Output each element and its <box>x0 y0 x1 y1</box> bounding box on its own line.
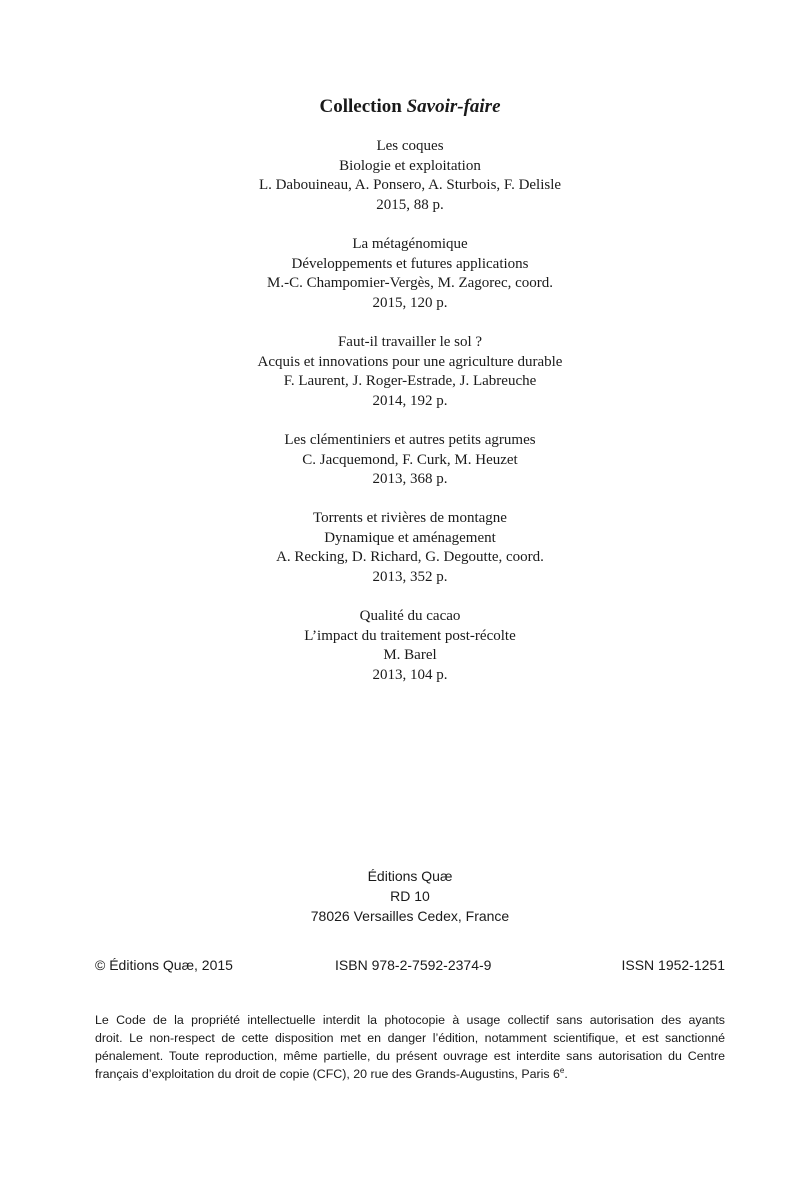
publisher-name: Éditions Quæ <box>367 868 453 884</box>
book-year-pages: 2013, 104 p. <box>372 667 448 684</box>
book-subtitle: Dynamique et aménagement <box>324 529 496 546</box>
book-authors: F. Laurent, J. Roger-Estrade, J. Labreuche <box>283 373 537 390</box>
book-subtitle: L’impact du traitement post-récolte <box>304 627 516 644</box>
book-year-pages: 2013, 368 p. <box>372 471 448 488</box>
book-entry <box>0 509 800 587</box>
issn-number: ISSN 1952-1251 <box>621 957 725 973</box>
book-list <box>0 137 800 705</box>
notice-line: droit. Le non-respect de cette disposition met en danger l’édition, notamment scientifique, et est sanctionné <box>95 1031 725 1045</box>
book-year-pages: 2014, 192 p. <box>372 392 448 409</box>
book-entry <box>0 235 800 313</box>
book-title: Faut-il travailler le sol ? <box>337 333 483 350</box>
copyright-legal-notice <box>95 1011 725 1083</box>
collection-series-name: Savoir-faire <box>406 96 501 117</box>
book-authors: C. Jacquemond, F. Curk, M. Heuzet <box>302 451 518 468</box>
book-subtitle: Biologie et exploitation <box>339 157 481 174</box>
collection-title <box>0 96 800 118</box>
book-authors: M. Barel <box>383 647 437 664</box>
book-title: Qualité du cacao <box>359 608 461 625</box>
publisher-road: RD 10 <box>390 888 430 904</box>
book-title: Torrents et rivières de montagne <box>313 510 507 527</box>
book-entry <box>0 607 800 685</box>
publisher-address <box>0 866 800 926</box>
book-year-pages: 2013, 352 p. <box>372 569 448 586</box>
notice-line <box>95 1065 725 1083</box>
notice-line-text: français d’exploitation du droit de copie (CFC), 20 rue des Grands-Augustins, Paris 6 <box>95 1067 560 1081</box>
notice-line: pénalement. Toute reproduction, même partielle, du présent ouvrage est interdite sans autorisation du Centre <box>95 1049 725 1063</box>
book-subtitle: Développements et futures applications <box>291 255 529 272</box>
book-authors: M.-C. Champomier-Vergès, M. Zagorec, coord. <box>266 275 554 292</box>
collection-prefix: Collection <box>319 96 402 117</box>
copyright-notice: © Éditions Quæ, 2015 <box>95 957 233 973</box>
book-title: La métagénomique <box>352 235 468 252</box>
book-year-pages: 2015, 120 p. <box>372 294 448 311</box>
book-entry <box>0 333 800 411</box>
book-subtitle: Acquis et innovations pour une agriculture durable <box>257 353 563 370</box>
publisher-city: 78026 Versailles Cedex, France <box>310 908 510 924</box>
book-authors: A. Recking, D. Richard, G. Degoutte, coord. <box>276 549 544 566</box>
book-year-pages: 2015, 88 p. <box>376 196 444 213</box>
book-title: Les coques <box>376 138 444 154</box>
book-authors: L. Dabouineau, A. Ponsero, A. Sturbois, F. Delisle <box>258 177 562 194</box>
book-entry <box>0 431 800 490</box>
notice-line-end: . <box>564 1067 568 1081</box>
isbn-number: ISBN 978-2-7592-2374-9 <box>335 957 492 973</box>
book-entry <box>0 137 800 215</box>
book-title: Les clémentiniers et autres petits agrumes <box>284 431 536 448</box>
notice-line: Le Code de la propriété intellectuelle interdit la photocopie à usage collectif sans autorisation des ayants <box>95 1013 725 1027</box>
legal-identifiers <box>95 957 725 977</box>
ordinal-superscript: e <box>559 1065 565 1075</box>
